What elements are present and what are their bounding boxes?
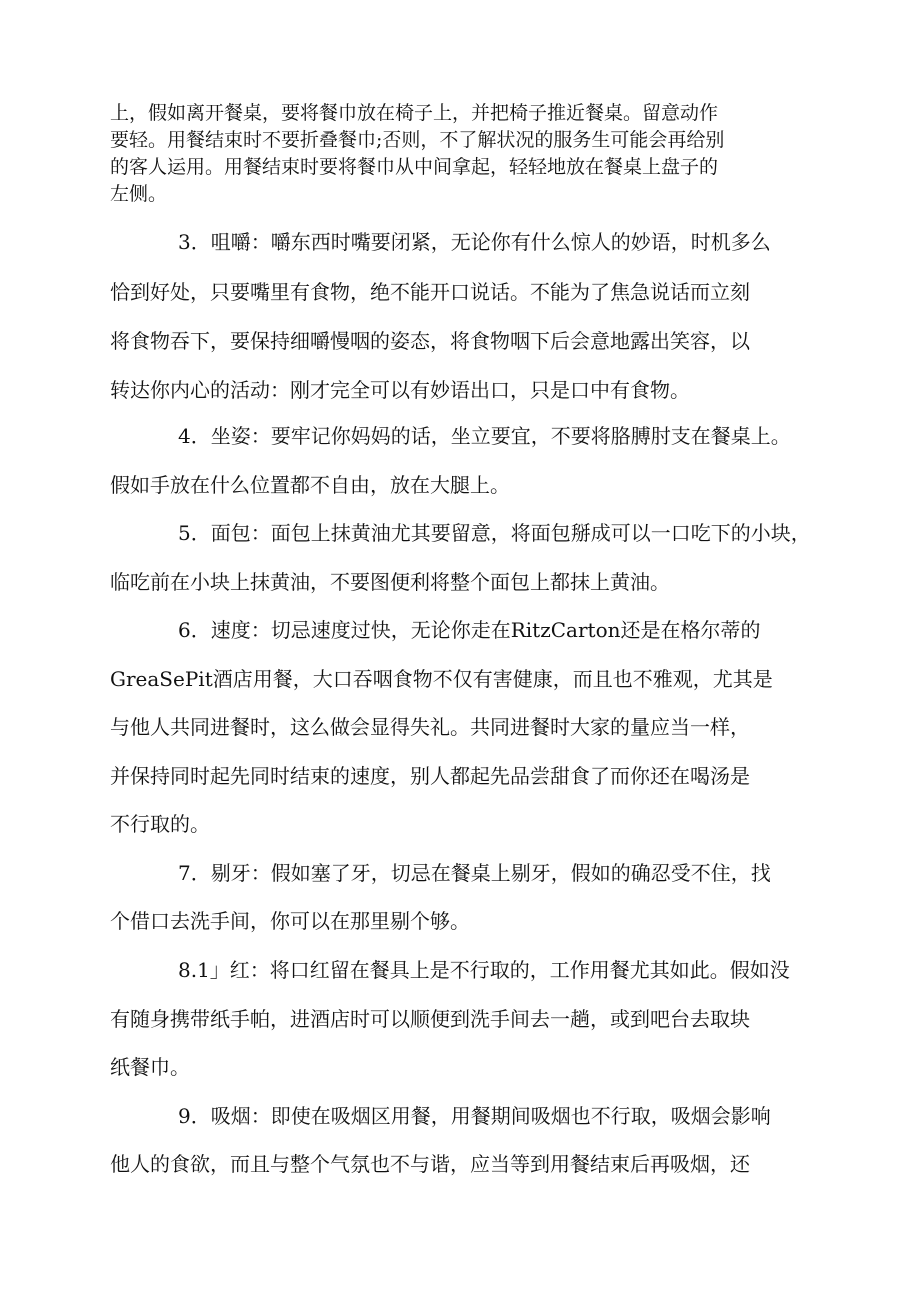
text-line: 上，假如离开餐桌，要将餐巾放在椅子上，并把椅子推近餐桌。留意动作 (110, 102, 719, 124)
text-line: 8.1」红：将口红留在餐具上是不行取的，工作用餐尤其如此。假如没 (178, 958, 790, 982)
text-line: 将食物吞下，要保持细嚼慢咽的姿态，将食物咽下后会意地露出笑容，以 (110, 329, 750, 353)
text-line: 恰到好处，只要嘴里有食物，绝不能开口说话。不能为了焦急说话而立刻 (110, 280, 750, 304)
text-line: 5．面包：面包上抹黄油尤其要留意，将面包掰成可以一口吃下的小块， (178, 521, 811, 545)
text-line: 6．速度：切忌速度过快，无论你走在RitzCarton还是在格尔蒂的 (178, 618, 761, 642)
text-line: 与他人共同进餐时，这么做会显得失礼。共同进餐时大家的量应当一样， (110, 715, 750, 739)
text-line: 不行取的。 (110, 812, 210, 836)
text-line: 有随身携带纸手帕，进酒店时可以顺便到洗手间去一趟，或到吧台去取块 (110, 1007, 750, 1031)
text-line: 他人的食欲，而且与整个气氛也不与谐，应当等到用餐结束后再吸烟，还 (110, 1152, 750, 1176)
text-line: 假如手放在什么位置都不自由，放在大腿上。 (110, 473, 510, 497)
text-line: 的客人运用。用餐结束时要将餐巾从中间拿起，轻轻地放在餐桌上盘子的 (110, 156, 719, 178)
text-line: 9．吸烟：即使在吸烟区用餐，用餐期间吸烟也不行取，吸烟会影响 (178, 1104, 771, 1128)
text-line: 并保持同时起先同时结束的速度，别人都起先品尝甜食了而你还在喝汤是 (110, 764, 750, 788)
text-line: 3．咀嚼：嚼东西时嘴要闭紧，无论你有什么惊人的妙语，时机多么 (178, 230, 771, 254)
text-line: 要轻。用餐结束时不要折叠餐巾;否则，不了解状况的服务生可能会再给别 (110, 129, 725, 151)
text-line: GreaSePit酒店用餐，大口吞咽食物不仅有害健康，而且也不雅观，尤其是 (110, 667, 773, 691)
text-line: 转达你内心的活动：刚才完全可以有妙语出口，只是口中有食物。 (110, 378, 690, 402)
text-line: 个借口去洗手间，你可以在那里剔个够。 (110, 909, 470, 933)
text-line: 7．剔牙：假如塞了牙，切忌在餐桌上剔牙，假如的确忍受不住，找 (178, 861, 771, 885)
text-line: 4．坐姿：要牢记你妈妈的话，坐立要宜，不要将胳膊肘支在餐桌上。 (178, 424, 791, 448)
text-line: 纸餐巾。 (110, 1055, 190, 1079)
text-line: 左侧。 (110, 183, 168, 205)
text-line: 临吃前在小块上抹黄油，不要图便利将整个面包上都抹上黄油。 (110, 570, 670, 594)
